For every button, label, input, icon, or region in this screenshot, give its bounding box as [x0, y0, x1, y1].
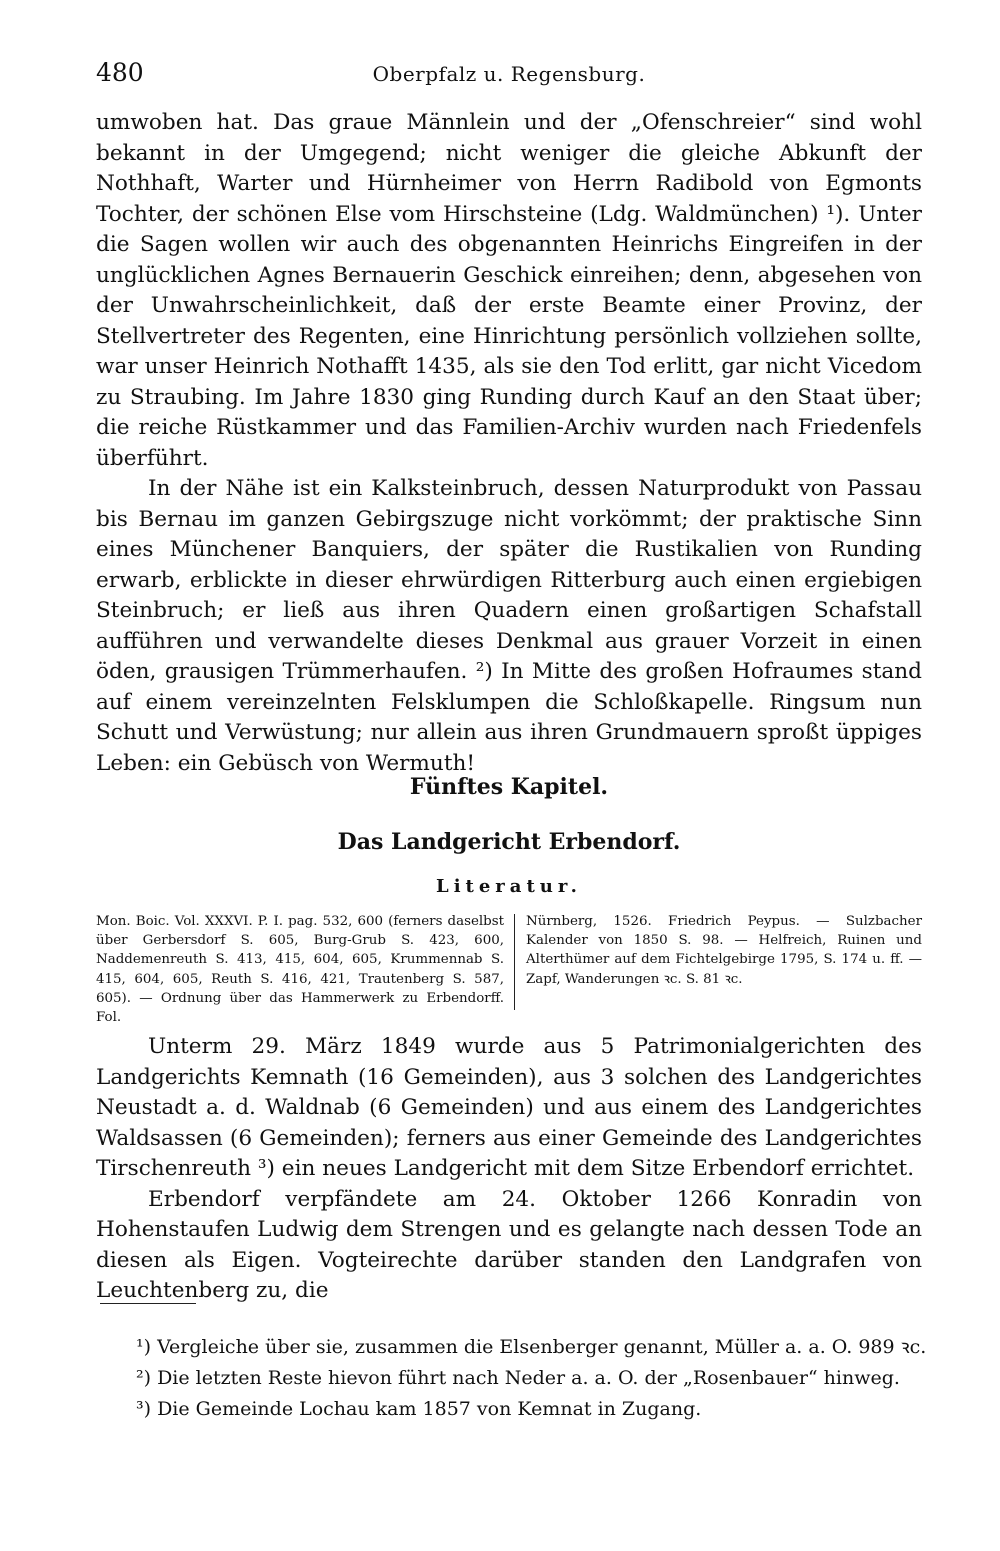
column-divider — [514, 914, 515, 1010]
paragraph: umwoben hat. Das graue Männlein und der „Ofenschreier“ sind wohl bekannt in der Umgegend; nicht weniger die gleiche Abkunft der Nothhaft, Warter und Hürnheimer von Herrn Radibold von Egmonts Tochter, der schönen Else vom Hirschsteine (Ldg. Waldmünchen) ¹). Unter die Sagen wollen wir auch des obgenannten Heinrichs Eingreifen in der unglücklichen Agnes Bernauerin Geschick einreihen; denn, abgesehen von der Unwahrscheinlichkeit, daß der erste Beamte einer Provinz, der Stellvertreter des Regenten, eine Hinrichtung persönlich vollziehen sollte, war unser Heinrich Nothafft 1435, als sie den Tod erlitt, gar nicht Vicedom zu Straubing. Im Jahre 1830 ging Runding durch Kauf an den Staat über; die reiche Rüstkammer und das Familien-Archiv wurden nach Friedenfels überführt. — [96, 110, 922, 471]
footnotes — [136, 1332, 927, 1425]
page-header — [96, 58, 922, 94]
chapter-title: Das Landgericht Erbendorf. — [337, 829, 681, 855]
paragraph: In der Nähe ist ein Kalksteinbruch, dessen Naturprodukt von Passau bis Bernau im ganzen Gebirgszuge nicht vorkömmt; der praktische Sinn eines Münchener Banquiers, der später die Rustikalien von Runding erwarb, erblickte in dieser ehrwürdigen Ritterburg auch einen ergiebigen Steinbruch; er ließ aus ihren Quadern einen großartigen Schafstall aufführen und verwandelte dieses Denkmal aus grauer Vorzeit in einen öden, grausigen Trümmerhaufen. ²) In Mitte des großen Hofraumes stand auf einem vereinzelnten Felsklumpen die Schloßkapelle. Ringsum nun Schutt und Verwüstung; nur allein aus ihren Grundmauern sproßt üppiges Leben: ein Gebüsch von Wermuth! — [96, 476, 922, 776]
literature-left-column: Mon. Boic. Vol. XXXVI. P. I. pag. 532, 600 (ferners daselbst über Gerbersdorf S. 605, Burg-Grub S. 423, 600, Naddemenreuth S. 413, 415, 604, 605, Krummennab S. 415, 604, 605, Reuth S. 416, 421, Trautenberg S. 587, 605). — Ordnung über das Hammerwerk zu Erbendorff. Fol. — [96, 914, 504, 1026]
paragraph: Erbendorf verpfändete am 24. Oktober 1266 Konradin von Hohenstaufen Ludwig dem Strengen und es gelangte nach dessen Tode an diesen als Eigen. Vogteirechte darüber standen den Landgrafen von Leuchtenberg zu, die — [96, 1186, 922, 1303]
running-head: Oberpfalz u. Regensburg. — [372, 62, 646, 86]
paragraph: Unterm 29. März 1849 wurde aus 5 Patrimonialgerichten des Landgerichts Kemnath (16 Gemeinden), aus 3 solchen des Landgerichtes Neustadt a. d. Waldnab (6 Gemeinden) und aus einem des Landgerichtes Waldsassen (6 Gemeinden); ferners aus einer Gemeinde des Landgerichtes Tirschenreuth ³) ein neues Landgericht mit dem Sitze Erbendorf errichtet. — [96, 1034, 922, 1181]
footnote: ³) Die Gemeinde Lochau kam 1857 von Kemnat in Zugang. — [136, 1398, 702, 1420]
footnote-rule — [100, 1303, 196, 1304]
footnote: ¹) Vergleiche über sie, zusammen die Elsenberger genannt, Müller a. a. O. 989 ꝛc. — [136, 1336, 927, 1358]
footnote: ²) Die letzten Reste hievon führt nach Neder a. a. O. der „Rosenbauer“ hinweg. — [136, 1367, 900, 1389]
body-text — [96, 108, 922, 779]
literature-right-column: Nürnberg, 1526. Friedrich Peypus. — Sulzbacher Kalender von 1850 S. 98. — Helfreich, Ruinen und Alterthümer auf dem Fichtelgebirge 1795, S. 174 u. ff. — Zapf, Wanderungen ꝛc. S. 81 ꝛc. — [526, 914, 922, 987]
chapter-body-text — [96, 1032, 922, 1307]
literature-heading: Literatur. — [436, 876, 582, 897]
page-number: 480 — [96, 58, 144, 87]
chapter-label: Fünftes Kapitel. — [409, 774, 609, 800]
